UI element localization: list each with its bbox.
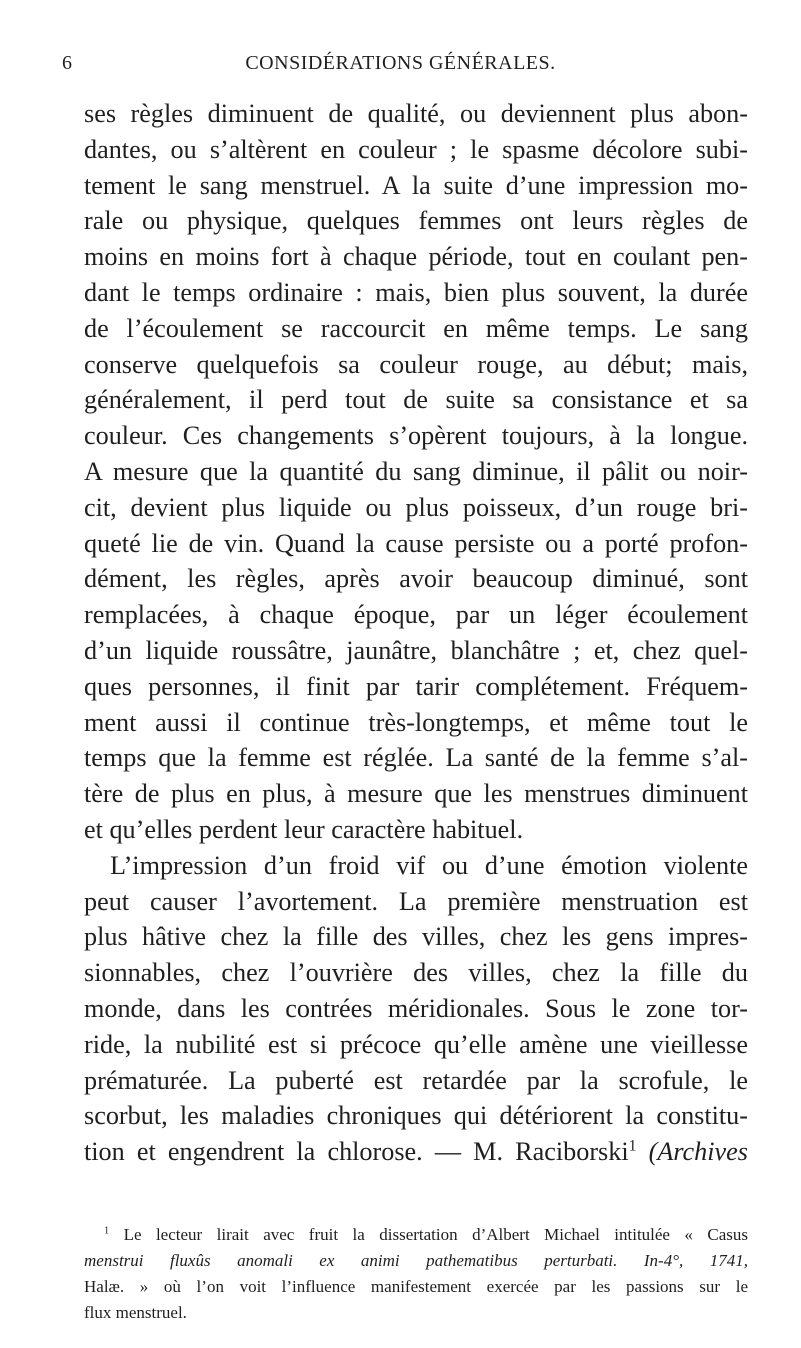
text-line: monde, dans les contrées méridionales. Sous le zone tor- <box>84 993 748 1023</box>
text-line: et qu’elles perdent leur caractère habituel. <box>84 814 524 844</box>
text-line: ride, la nubilité est si précoce qu’elle amène une vieillesse <box>84 1029 748 1059</box>
footnote-line <box>84 1300 748 1326</box>
text-line-with-note <box>84 1134 748 1170</box>
running-head <box>0 52 801 82</box>
text-line: tère de plus en plus, à mesure que les menstrues diminuent <box>84 779 748 809</box>
text-line: généralement, il perd tout de suite sa consistance et sa <box>84 385 748 415</box>
text-line: temps que la femme est réglée. La santé de la femme s’al- <box>84 743 748 773</box>
text-line: dément, les règles, après avoir beaucoup diminué, sont <box>84 564 748 594</box>
footnote <box>84 1222 748 1326</box>
text-line: cit, devient plus liquide ou plus poisseux, d’un rouge bri- <box>84 492 748 522</box>
text-line: d’un liquide roussâtre, jaunâtre, blanchâtre ; et, chez quel- <box>84 635 748 665</box>
text-line: ques personnes, il finit par tarir complétement. Fréquem- <box>84 671 748 701</box>
text-line: scorbut, les maladies chroniques qui détériorent la constitu- <box>84 1101 748 1131</box>
text-line: couleur. Ces changements s’opèrent toujours, à la longue. <box>84 421 748 451</box>
text-line: moins en moins fort à chaque période, tout en coulant pen- <box>84 242 748 272</box>
text-line: A mesure que la quantité du sang diminue, il pâlit ou noir- <box>84 456 748 486</box>
footnote-text: menstrui fluxûs anomali ex animi pathematibus perturbati. In-4°, 1741, <box>84 1251 748 1270</box>
footnote-line <box>84 1274 748 1300</box>
text-line: rale ou physique, quelques femmes ont leurs règles de <box>84 206 748 236</box>
text-line: tement le sang menstruel. A la suite d’une impression mo- <box>84 170 748 200</box>
text-fragment: tion et engendrent la chlorose. — M. Raciborski <box>84 1137 629 1167</box>
text-line: sionnables, chez l’ouvrière des villes, chez la fille du <box>84 958 748 988</box>
footnote-text: Le lecteur lirait avec fruit la dissertation d’Albert Michael intitulée « Casus <box>123 1225 749 1244</box>
text-line: prématurée. La puberté est retardée par la scrofule, le <box>84 1065 748 1095</box>
footnote-text: Halæ. » où l’on voit l’influence manifestement exercée par les passions sur le <box>84 1277 748 1296</box>
footnote-mark: 1 <box>104 1225 110 1237</box>
page-number: 6 <box>62 52 73 74</box>
text-line: conserve quelquefois sa couleur rouge, au début; mais, <box>84 349 748 379</box>
text-line: ment aussi il continue très-longtemps, et même tout le <box>84 707 748 737</box>
italic-fragment: (Archives <box>648 1137 748 1167</box>
text-line: de l’écoulement se raccourcit en même temps. Le sang <box>84 313 748 343</box>
text-line: remplacées, à chaque époque, par un léger écoulement <box>84 600 748 630</box>
text-line: peut causer l’avortement. La première menstruation est <box>84 886 748 916</box>
text-line: ses règles diminuent de qualité, ou deviennent plus abon- <box>84 99 748 128</box>
footnote-line <box>84 1248 748 1274</box>
footnote-line <box>84 1222 748 1248</box>
text-line: dantes, ou s’altèrent en couleur ; le spasme décolore subi- <box>84 134 748 164</box>
footnote-text: flux menstruel. <box>84 1303 187 1322</box>
text-line: L’impression d’un froid vif ou d’une émotion violente <box>110 850 748 880</box>
text-line: dant le temps ordinaire : mais, bien plus souvent, la durée <box>84 277 748 307</box>
text-line: plus hâtive chez la fille des villes, chez les gens impres- <box>84 922 748 952</box>
body-text <box>84 96 748 1170</box>
running-head-title: CONSIDÉRATIONS GÉNÉRALES. <box>245 52 556 74</box>
footnote-reference: 1 <box>628 1137 637 1155</box>
text-line: queté lie de vin. Quand la cause persiste ou a porté profon- <box>84 528 748 558</box>
